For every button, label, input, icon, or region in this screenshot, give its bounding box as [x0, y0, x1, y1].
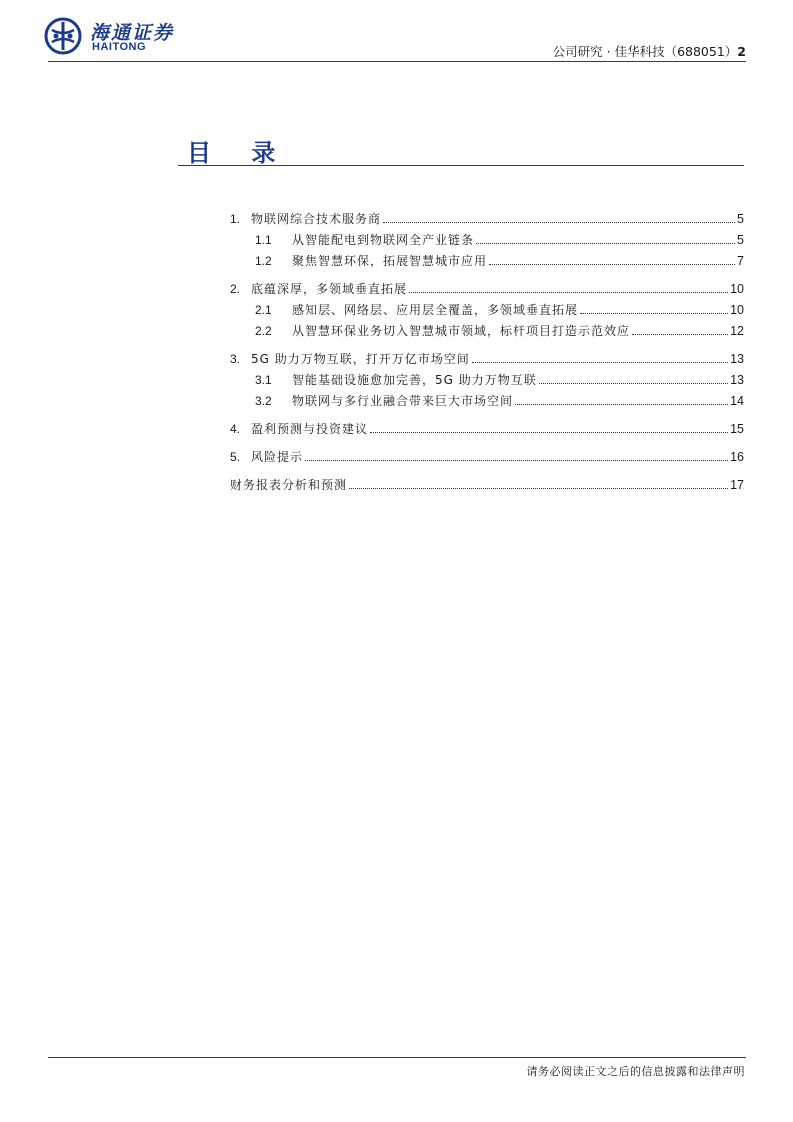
toc-dot-leader	[370, 431, 728, 433]
toc-entry-page: 13	[730, 373, 744, 387]
toc-entry-number: 4.	[230, 422, 241, 436]
footer-disclaimer: 请务必阅读正文之后的信息披露和法律声明	[526, 1065, 745, 1078]
toc-entry-page: 15	[730, 422, 744, 436]
toc-entry-page: 5	[737, 233, 744, 247]
haitong-logo-icon	[44, 17, 82, 55]
toc-entry-label: 底蕴深厚，多领域垂直拓展	[251, 282, 408, 296]
page-header	[0, 0, 793, 66]
toc-dot-leader	[539, 382, 728, 384]
logo-chinese-name: 海通证券	[90, 22, 175, 44]
toc-entry-number: 2.1	[255, 303, 272, 317]
toc-entry-number: 3.1	[255, 373, 272, 387]
toc-entry-number: 5.	[230, 450, 241, 464]
toc-appendix-group	[0, 472, 793, 493]
toc-title: 目 录	[187, 139, 292, 167]
toc-entry-page: 7	[737, 254, 744, 268]
toc-entry-page: 10	[730, 282, 744, 296]
toc-entry-level2[interactable]	[255, 388, 744, 409]
toc-entry-appendix[interactable]	[230, 472, 744, 493]
toc-dot-leader	[515, 403, 728, 405]
toc-entry-level1[interactable]	[230, 416, 744, 437]
toc-entry-page: 16	[730, 450, 744, 464]
toc-section-group	[0, 444, 793, 465]
toc-entry-label: 财务报表分析和预测	[230, 478, 348, 492]
toc-section-group	[0, 416, 793, 437]
toc-entry-label: 物联网与多行业融合带来巨大市场空间	[292, 394, 514, 408]
toc-dot-leader	[489, 263, 735, 265]
toc-entry-level2[interactable]	[255, 297, 744, 318]
toc-dot-leader	[409, 291, 728, 293]
toc-entry-page: 17	[730, 478, 744, 492]
report-header-info	[553, 42, 746, 60]
toc-dot-leader	[472, 361, 728, 363]
toc-entry-page: 12	[730, 324, 744, 338]
toc-entry-label: 感知层、网络层、应用层全覆盖，多领域垂直拓展	[292, 303, 579, 317]
toc-dot-leader	[305, 459, 728, 461]
toc-entry-page: 10	[730, 303, 744, 317]
toc-entry-level2[interactable]	[255, 367, 744, 388]
toc-dot-leader	[476, 242, 735, 244]
toc-entry-number: 1.	[230, 212, 241, 226]
toc-section-group	[0, 206, 793, 269]
toc-entry-page: 13	[730, 352, 744, 366]
toc-entry-label: 从智能配电到物联网全产业链条	[292, 233, 475, 247]
toc-entry-number: 2.	[230, 282, 241, 296]
toc-entry-number: 1.2	[255, 254, 272, 268]
toc-section-group	[0, 346, 793, 409]
toc-section-group	[0, 276, 793, 339]
toc-entry-page: 5	[737, 212, 744, 226]
toc-entry-label: 盈利预测与投资建议	[251, 422, 369, 436]
logo-english-name: HAITONG	[92, 41, 147, 53]
haitong-logo	[44, 17, 184, 57]
toc-entry-level1[interactable]	[230, 346, 744, 367]
toc-entry-number: 1.1	[255, 233, 272, 247]
toc-entry-label: 5G 助力万物互联，打开万亿市场空间	[251, 352, 470, 366]
footer-divider	[48, 1057, 746, 1058]
toc-entry-level2[interactable]	[255, 318, 744, 339]
toc-entry-label: 智能基础设施愈加完善，5G 助力万物互联	[292, 373, 537, 387]
toc-title-divider	[178, 165, 744, 166]
table-of-contents	[0, 206, 793, 500]
report-info: 公司研究 · 佳华科技（688051）	[552, 44, 738, 59]
toc-entry-level2[interactable]	[255, 227, 744, 248]
toc-dot-leader	[383, 221, 735, 223]
toc-entry-number: 3.	[230, 352, 241, 366]
toc-entry-level1[interactable]	[230, 206, 744, 227]
toc-entry-label: 风险提示	[251, 450, 304, 464]
toc-entry-page: 14	[730, 394, 744, 408]
header-divider	[48, 61, 746, 62]
toc-entry-level1[interactable]	[230, 276, 744, 297]
toc-dot-leader	[349, 487, 728, 489]
toc-entry-level2[interactable]	[255, 248, 744, 269]
toc-entry-label: 从智慧环保业务切入智慧城市领域，标杆项目打造示范效应	[292, 324, 631, 338]
toc-dot-leader	[632, 333, 728, 335]
page-number: 2	[737, 44, 746, 59]
toc-dot-leader	[580, 312, 728, 314]
toc-entry-label: 聚焦智慧环保，拓展智慧城市应用	[292, 254, 488, 268]
toc-entry-label: 物联网综合技术服务商	[251, 212, 382, 226]
toc-entry-number: 3.2	[255, 394, 272, 408]
toc-entry-number: 2.2	[255, 324, 272, 338]
toc-entry-level1[interactable]	[230, 444, 744, 465]
